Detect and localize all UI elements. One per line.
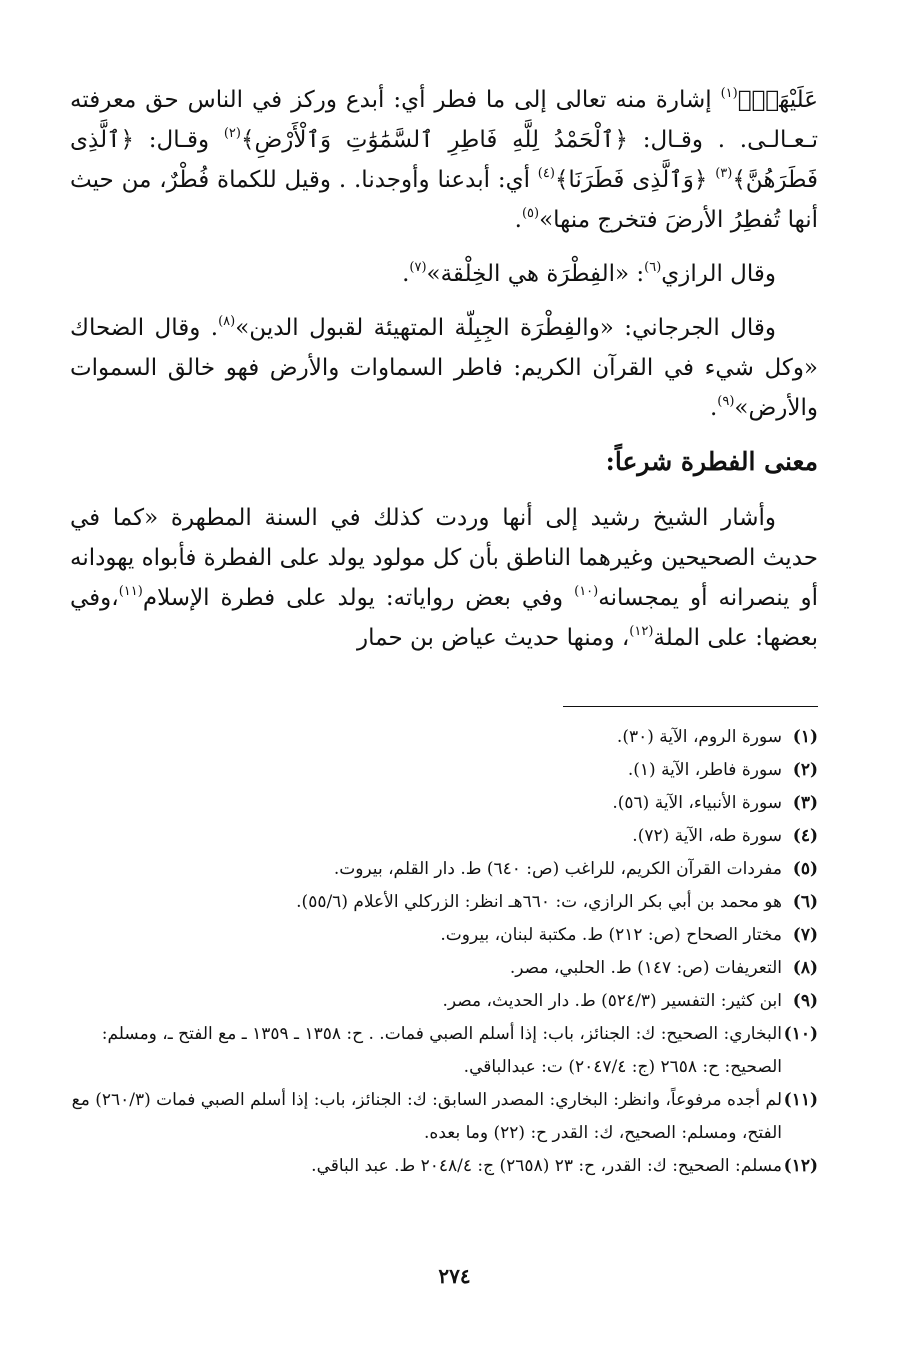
paragraph-text: عَلَيْهَاۚ﴾	[737, 87, 818, 113]
footnote-ref: (٢)	[223, 126, 241, 141]
footnote-text: التعريفات (ص: ١٤٧) ط. الحلبي، مصر.	[509, 958, 782, 978]
footnote-item	[70, 820, 818, 853]
footnote-text: سورة الأنبياء، الآية (٥٦).	[612, 793, 782, 813]
main-text	[70, 80, 818, 658]
footnote-item	[70, 721, 818, 754]
footnote-ref: (٣)	[715, 166, 733, 181]
footnote-number: (٦)	[792, 892, 818, 912]
footnotes	[70, 721, 818, 1183]
paragraph-text: إشارة منه تعالى إلى ما فطر أي: أبدع وركز في الناس حق معرفته تـعـالـى. . وقـال: ﴿ٱلْحَمْدُ لِلَّهِ فَاطِرِ ٱلسَّمَٰوَٰتِ وَٱلْأَرْضِ﴾	[70, 87, 819, 153]
paragraph-text: وقـال: ﴿ٱلَّذِى فَطَرَهُنَّ﴾	[70, 127, 818, 193]
footnote-text: سورة فاطر، الآية (١).	[627, 760, 782, 780]
footnote-item	[70, 1150, 818, 1183]
paragraph-1	[70, 80, 818, 240]
footnote-item	[70, 952, 818, 985]
footnote-text: سورة الروم، الآية (٣٠).	[616, 727, 782, 747]
footnote-number: (٣)	[792, 793, 818, 813]
footnote-item	[70, 919, 818, 952]
footnote-number: (٢)	[792, 760, 818, 780]
footnote-ref: (١٠)	[574, 584, 599, 599]
footnote-number: (١١)	[783, 1090, 818, 1110]
footnote-text: هو محمد بن أبي بكر الرازي، ت: ٦٦٠هـ انظر: الزركلي الأعلام (٥٥/٦).	[296, 892, 782, 912]
paragraph-2	[70, 254, 818, 294]
footnote-ref: (٥)	[521, 206, 540, 221]
footnote-item	[70, 853, 818, 886]
footnote-item	[70, 1084, 818, 1150]
footnote-text: مختار الصحاح (ص: ٢١٢) ط. مكتبة لبنان، بيروت.	[440, 925, 782, 945]
section-heading: معنى الفطرة شرعاً:	[605, 447, 818, 476]
footnote-number: (١)	[792, 727, 818, 747]
footnote-text: لم أجده مرفوعاً، وانظر: البخاري: المصدر السابق: ك: الجنائز، باب: إذا أسلم الصبي فمات (٢٦٠/٣) مع الفتح، ومسلم: الصحيح، ك: القدر ح: (٢٢) وما بعده.	[71, 1090, 782, 1143]
footnote-number: (١٠)	[783, 1024, 818, 1044]
paragraph-text: أي: أبدعنا وأوجدنا. . وقيل للكماة فُطْرٌ، من حيث أنها تُفطِرُ الأرضَ فتخرج منها»	[70, 167, 818, 233]
footnote-number: (٥)	[792, 859, 818, 879]
footnote-number: (٤)	[792, 826, 818, 846]
footnote-item	[70, 1018, 818, 1084]
paragraph-text: .	[402, 261, 410, 287]
footnote-text: ابن كثير: التفسير (٥٢٤/٣) ط. دار الحديث، مصر.	[442, 991, 782, 1011]
footnote-ref: (٤)	[537, 166, 555, 181]
footnote-item	[70, 886, 818, 919]
footnote-item	[70, 787, 818, 820]
footnote-ref: (٩)	[717, 394, 735, 409]
footnote-item	[70, 985, 818, 1018]
paragraph-text: .	[709, 395, 718, 421]
footnote-separator	[563, 706, 818, 707]
paragraph-text: وقال الرازي	[661, 261, 776, 287]
paragraph-text: ، ومنها حديث عياض بن حمار	[357, 625, 630, 651]
paragraph-text: ﴿وَٱلَّذِى فَطَرَنَا﴾	[554, 167, 716, 193]
book-page	[70, 80, 818, 1183]
footnote-text: سورة طه، الآية (٧٢).	[632, 826, 782, 846]
paragraph-3	[70, 308, 818, 428]
footnote-text: البخاري: الصحيح: ك: الجنائز، باب: إذا أسلم الصبي فمات. . ح: ١٣٥٨ ـ ١٣٥٩ ـ مع الفتح ـ، ومسلم: الصحيح: ح: ٢٦٥٨ (ج: ٢٠٤٧/٤) ت: عبدالباقي.	[101, 1024, 782, 1077]
footnote-ref: (١٢)	[629, 624, 654, 639]
footnote-ref: (٧)	[409, 260, 427, 275]
footnote-number: (٩)	[792, 991, 818, 1011]
paragraph-text: ،وفي بعضها: على الملة	[70, 585, 818, 651]
paragraph-text: : «الفِطْرَة هي الخِلْقة»	[426, 261, 645, 287]
footnote-ref: (٦)	[644, 260, 662, 275]
footnote-text: مسلم: الصحيح: ك: القدر، ح: ٢٣ (٢٦٥٨) ج: ٢٠٤٨/٤ ط. عبد الباقي.	[311, 1156, 782, 1176]
footnote-number: (٨)	[792, 958, 818, 978]
paragraph-text: .	[514, 207, 522, 233]
paragraph-text: وفي بعض رواياته: يولد على فطرة الإسلام	[142, 585, 575, 611]
footnote-item	[70, 754, 818, 787]
footnote-number: (٧)	[792, 925, 818, 945]
paragraph-text: وأشار الشيخ رشيد إلى أنها وردت كذلك في السنة المطهرة «كما في حديث الصحيحين وغيرهما الناطق بأن كل مولود يولد على الفطرة فأبواه يهودانه أو ينصرانه أو يمجسانه	[70, 505, 818, 611]
page-number: ٢٧٤	[438, 1264, 471, 1288]
footnote-number: (١٢)	[783, 1156, 818, 1176]
paragraph-text: . وقال الضحاك «وكل شيء في القرآن الكريم: فاطر السماوات والأرض فهو خالق السموات والأرض»	[70, 315, 818, 421]
footnote-ref: (١)	[720, 86, 738, 101]
footnote-ref: (١١)	[118, 584, 143, 599]
paragraph-text: وقال الجرجاني: «والفِطْرَة الجِبِلّة المتهيئة لقبول الدين»	[235, 315, 776, 341]
footnote-ref: (٨)	[218, 314, 236, 329]
footnote-text: مفردات القرآن الكريم، للراغب (ص: ٦٤٠) ط. دار القلم، بيروت.	[333, 859, 782, 879]
paragraph-4	[70, 498, 818, 658]
